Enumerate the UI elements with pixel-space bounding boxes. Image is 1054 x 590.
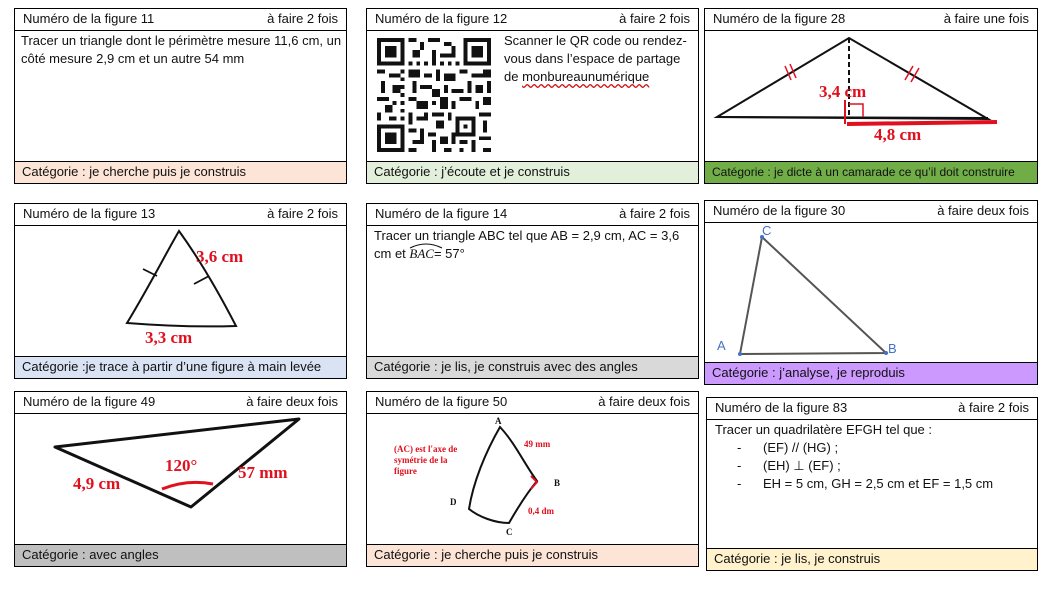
card-figure-49	[14, 391, 347, 567]
card-figure-50	[366, 391, 699, 567]
card-figure-30	[704, 200, 1038, 385]
angle-arc	[162, 482, 213, 489]
figure-number: Numéro de la figure 28	[713, 11, 846, 26]
list-item-text: EH = 5 cm, GH = 2,5 cm et EF = 1,5 cm	[763, 476, 994, 491]
angle-name	[409, 245, 434, 263]
card-header	[15, 9, 346, 31]
right-side-label: 57 mm	[238, 463, 288, 482]
card-figure-28	[704, 8, 1038, 184]
share-space-link[interactable]: monbureaunumérique	[522, 69, 650, 84]
bc-length-label: 0,4 dm	[528, 506, 555, 516]
repeat-count: à faire 2 fois	[267, 206, 338, 221]
base-label: 4,8 cm	[874, 125, 922, 144]
card-body	[367, 225, 698, 357]
category-footer: Catégorie : je dicte à un camarade ce qu’il doit construire	[705, 161, 1037, 183]
angle-label: 120°	[165, 456, 198, 475]
triangle-shape	[717, 38, 988, 119]
card-body	[367, 30, 698, 162]
instruction-text	[504, 32, 694, 86]
note-text	[394, 444, 457, 476]
repeat-count: à faire deux fois	[598, 394, 690, 409]
list-item	[737, 475, 1033, 493]
instruction-start: Scanner le QR code ou rendez-vous dans l’espace de partage de	[504, 33, 687, 84]
category-footer: Catégorie :je trace à partir d’une figure à main levée	[15, 356, 346, 378]
instruction-intro: Tracer un quadrilatère EFGH tel que :	[715, 422, 933, 437]
repeat-count: à faire 2 fois	[958, 400, 1029, 415]
height-label: 3,4 cm	[819, 82, 867, 101]
category-footer: Catégorie : je cherche puis je construis	[367, 544, 698, 566]
category-footer: Catégorie : j’écoute et je construis	[367, 161, 698, 183]
list-item-text: (EF) // (HG) ;	[763, 440, 839, 455]
figure-number: Numéro de la figure 30	[713, 203, 846, 218]
card-body	[15, 413, 346, 545]
figure-50-drawing	[367, 413, 699, 545]
label-b: B	[554, 478, 561, 488]
list-item	[737, 439, 1033, 457]
bullet: -	[737, 458, 742, 473]
card-header	[15, 204, 346, 226]
angle-label: BAC	[409, 246, 434, 261]
card-body	[15, 30, 346, 162]
card-figure-14	[366, 203, 699, 379]
figure-30-drawing	[705, 222, 1037, 364]
card-body	[367, 413, 698, 545]
qr-code-icon[interactable]	[377, 38, 491, 152]
instruction-line-2-start: cm et	[374, 246, 410, 261]
card-figure-13	[14, 203, 347, 379]
card-figure-11	[14, 8, 347, 184]
repeat-count: à faire une fois	[943, 11, 1029, 26]
point-a	[738, 352, 742, 356]
figure-number: Numéro de la figure 83	[715, 400, 848, 415]
right-angle-mark	[849, 104, 863, 117]
angle-hat-icon	[409, 242, 443, 248]
list-item-text: (EH) ⊥ (EF) ;	[763, 458, 841, 473]
figure-49-drawing	[15, 413, 347, 545]
category-footer: Catégorie : je lis, je construis	[707, 548, 1037, 570]
repeat-count: à faire deux fois	[246, 394, 338, 409]
label-c: C	[762, 223, 772, 238]
category-footer: Catégorie : j’analyse, je reproduis	[705, 362, 1037, 384]
figure-number: Numéro de la figure 14	[375, 206, 508, 221]
figure-number: Numéro de la figure 11	[23, 11, 155, 26]
instruction-text: Tracer un triangle dont le périmètre mesure 11,6 cm, un côté mesure 2,9 cm et un autre 54 mm	[21, 33, 342, 66]
card-header	[707, 398, 1037, 420]
card-header	[367, 9, 698, 31]
card-header	[705, 9, 1037, 31]
right-angle-mark	[531, 476, 537, 489]
card-body	[705, 30, 1037, 162]
figure-28-drawing	[705, 30, 1037, 162]
triangle-abc	[740, 237, 886, 354]
card-header	[367, 204, 698, 226]
list-item	[737, 457, 1033, 475]
figure-number: Numéro de la figure 49	[23, 394, 156, 409]
base-label: 3,3 cm	[145, 328, 193, 347]
label-a: A	[495, 416, 502, 426]
figure-number: Numéro de la figure 13	[23, 206, 156, 221]
category-footer: Catégorie : je lis, je construis avec des angles	[367, 356, 698, 378]
category-footer: Catégorie : avec angles	[15, 544, 346, 566]
label-b: B	[888, 341, 897, 356]
bullet: -	[737, 476, 742, 491]
instruction-line-2-end: = 57°	[433, 246, 465, 261]
repeat-count: à faire 2 fois	[267, 11, 338, 26]
card-body	[15, 225, 346, 357]
instruction-line-2	[374, 245, 696, 263]
label-d: D	[450, 497, 457, 507]
label-c: C	[506, 527, 513, 537]
bullet: -	[737, 440, 742, 455]
left-side-label: 4,9 cm	[73, 474, 121, 493]
card-figure-12	[366, 8, 699, 184]
label-a: A	[717, 338, 726, 353]
note-line-3: figure	[394, 466, 417, 476]
triangle-shape	[127, 231, 236, 326]
repeat-count: à faire 2 fois	[619, 206, 690, 221]
card-header	[15, 392, 346, 414]
figure-number: Numéro de la figure 50	[375, 394, 508, 409]
card-header	[367, 392, 698, 414]
note-line-1: (AC) est l'axe de	[394, 444, 458, 454]
side-label: 3,6 cm	[196, 247, 244, 266]
base-line	[717, 117, 988, 118]
card-body	[707, 419, 1037, 549]
instruction-line-1: Tracer un triangle ABC tel que AB = 2,9 cm, AC = 3,6	[374, 228, 680, 243]
ab-length-label: 49 mm	[524, 439, 551, 449]
base-measure-line	[847, 122, 997, 124]
card-figure-83	[706, 397, 1038, 571]
equal-tick-right	[194, 276, 209, 284]
note-line-2: symétrie de la	[394, 455, 448, 465]
repeat-count: à faire deux fois	[937, 203, 1029, 218]
card-header	[705, 201, 1037, 223]
repeat-count: à faire 2 fois	[619, 11, 690, 26]
figure-number: Numéro de la figure 12	[375, 11, 508, 26]
figure-13-drawing	[15, 225, 347, 357]
card-body	[705, 222, 1037, 363]
category-footer: Catégorie : je cherche puis je construis	[15, 161, 346, 183]
